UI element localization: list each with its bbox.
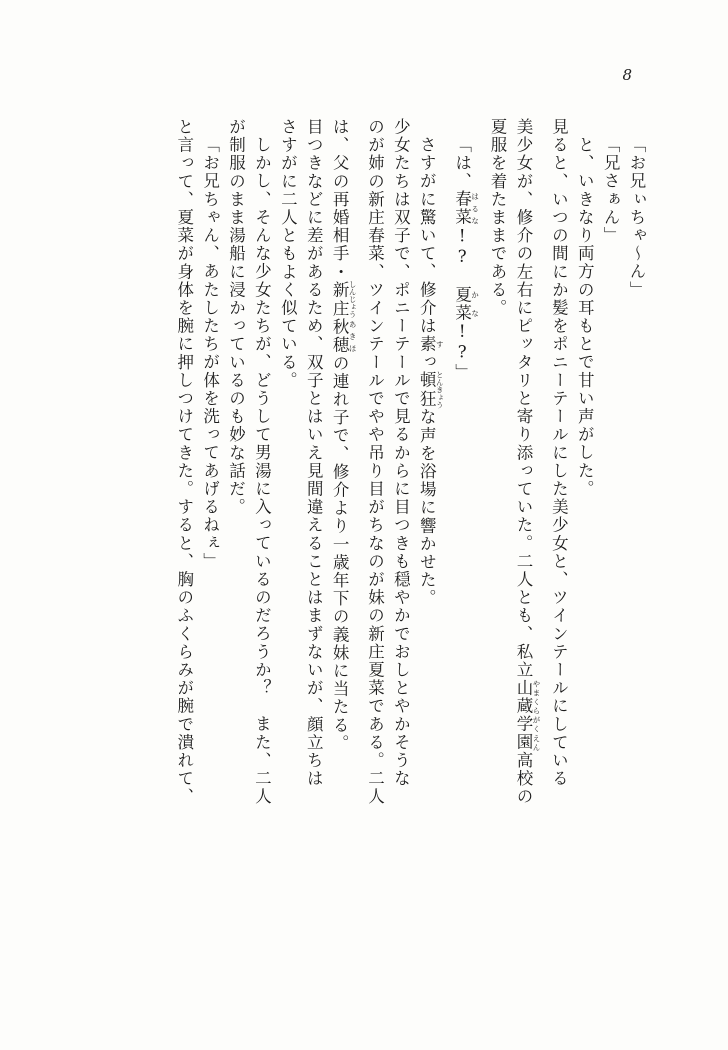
text-line: 目つきなどに差があるため、双子とはいえ見間違えることはまずないが、顔立ちは (304, 118, 324, 788)
text-line: 夏服を着たままである。 (488, 118, 508, 318)
text-line: のが姉の新庄春菜、ツインテールでやや吊り目がちなのが妹の新庄夏菜である。二人 (365, 118, 385, 806)
text-line: 「兄さぁん」 (601, 136, 621, 245)
text-line: は、父の再婚相手・新庄 しんじょう秋穂 あきほの連れ子で、修介より一歳年下の義妹に当たる。 (330, 118, 358, 753)
vertical-text-body (84, 118, 644, 958)
text-line: 美少女が、修介の左右にピッタリと寄り添っていた。二人とも、私立山蔵 やまくら学園 がくえん高校の (513, 118, 541, 806)
text-line: 少女たちは双子で、ポニーテールで見るからに目つきも穏やかでおしとやかそうな (391, 118, 411, 788)
page-number: 8 (622, 66, 632, 84)
text-line: しかし、そんな少女たちが、どうして男湯に入っているのだろうか？ また、二人 (252, 136, 272, 806)
text-line: が制服のまま湯船に浸かっているのも妙な話だ。 (226, 118, 246, 517)
text-line: と、いきなり両方の耳もとで甘い声がした。 (575, 136, 595, 498)
text-line: と言って、夏菜が身体を腕に押しつけてきた。すると、胸のふくらみが腕で潰れて、 (174, 118, 194, 806)
text-line: 「お兄ちゃん、あたしたちが体を洗ってあげるねぇ」 (200, 136, 220, 571)
text-line: さすがに驚いて、修介は素 すっ頓狂 とんきょうな声を浴場に響かせた。 (417, 136, 445, 608)
text-line: 「お兄ぃちゃ～ん」 (627, 136, 646, 299)
text-line: さすがに二人ともよく似ている。 (278, 118, 298, 390)
text-line: 「は、春菜 はるな!? 夏菜 かな!?」 (452, 136, 480, 382)
text-line: 見ると、いつの間にか髪をポニーテールにした美少女と、ツインテールにしている (549, 118, 569, 788)
